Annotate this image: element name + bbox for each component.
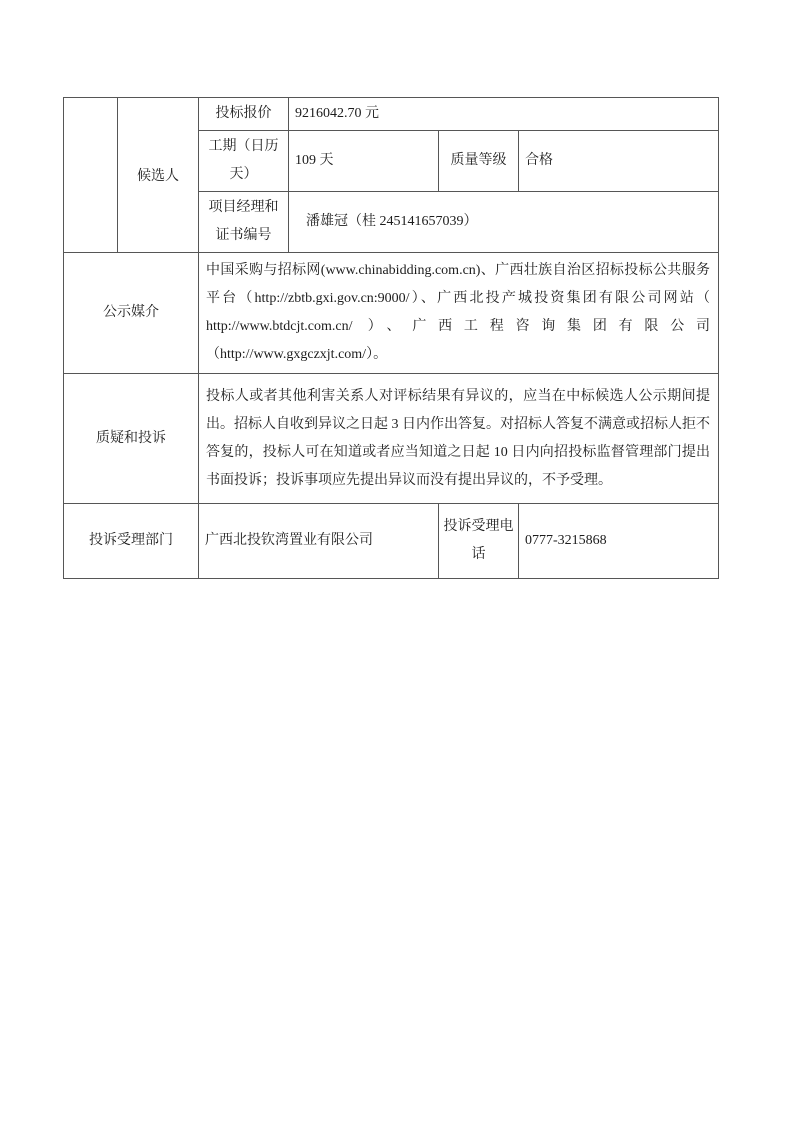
left-spacer-cell [64,98,118,253]
row-complaint-department [64,504,719,579]
candidate-group-cell: 候选人 [118,98,199,253]
publicity-media-label: 公示媒介 [64,253,199,374]
row-bid-price [64,98,719,131]
duration-label: 工期（日历天） [199,131,289,192]
quality-grade-value: 合格 [519,131,719,192]
complaint-dept-label: 投诉受理部门 [64,504,199,579]
quality-grade-label: 质量等级 [439,131,519,192]
complaint-dept-value: 广西北投钦湾置业有限公司 [199,504,439,579]
manager-cert-value: 潘雄冠（桂 245141657039） [289,192,719,253]
bid-price-label: 投标报价 [199,98,289,131]
row-objection-complaint [64,374,719,504]
row-publicity-media [64,253,719,374]
bid-result-table [63,97,719,579]
complaint-phone-value: 0777-3215868 [519,504,719,579]
bid-price-value: 9216042.70 元 [289,98,719,131]
objection-content: 投标人或者其他利害关系人对评标结果有异议的，应当在中标候选人公示期间提出。招标人自收到异议之日起 3 日内作出答复。对招标人答复不满意或招标人拒不答复的，投标人可在知道或者应当知道之日起 10 日内向招投标监督管理部门提出书面投诉；投诉事项应先提出异议而没有提出异议的，不予受理。 [199,374,719,504]
complaint-phone-label: 投诉受理电话 [439,504,519,579]
manager-cert-label: 项目经理和证书编号 [199,192,289,253]
publicity-media-content: 中国采购与招标网(www.chinabidding.com.cn)、广西壮族自治区招标投标公共服务平台（http://zbtb.gxi.gov.cn:9000/）、广西北投产城投资集团有限公司网站（ http://www.btdcjt.com.cn/ ）、广西工程咨询集团有限公司（http://www.gxgczxjt.com/）。 [199,253,719,374]
objection-label: 质疑和投诉 [64,374,199,504]
duration-value: 109 天 [289,131,439,192]
